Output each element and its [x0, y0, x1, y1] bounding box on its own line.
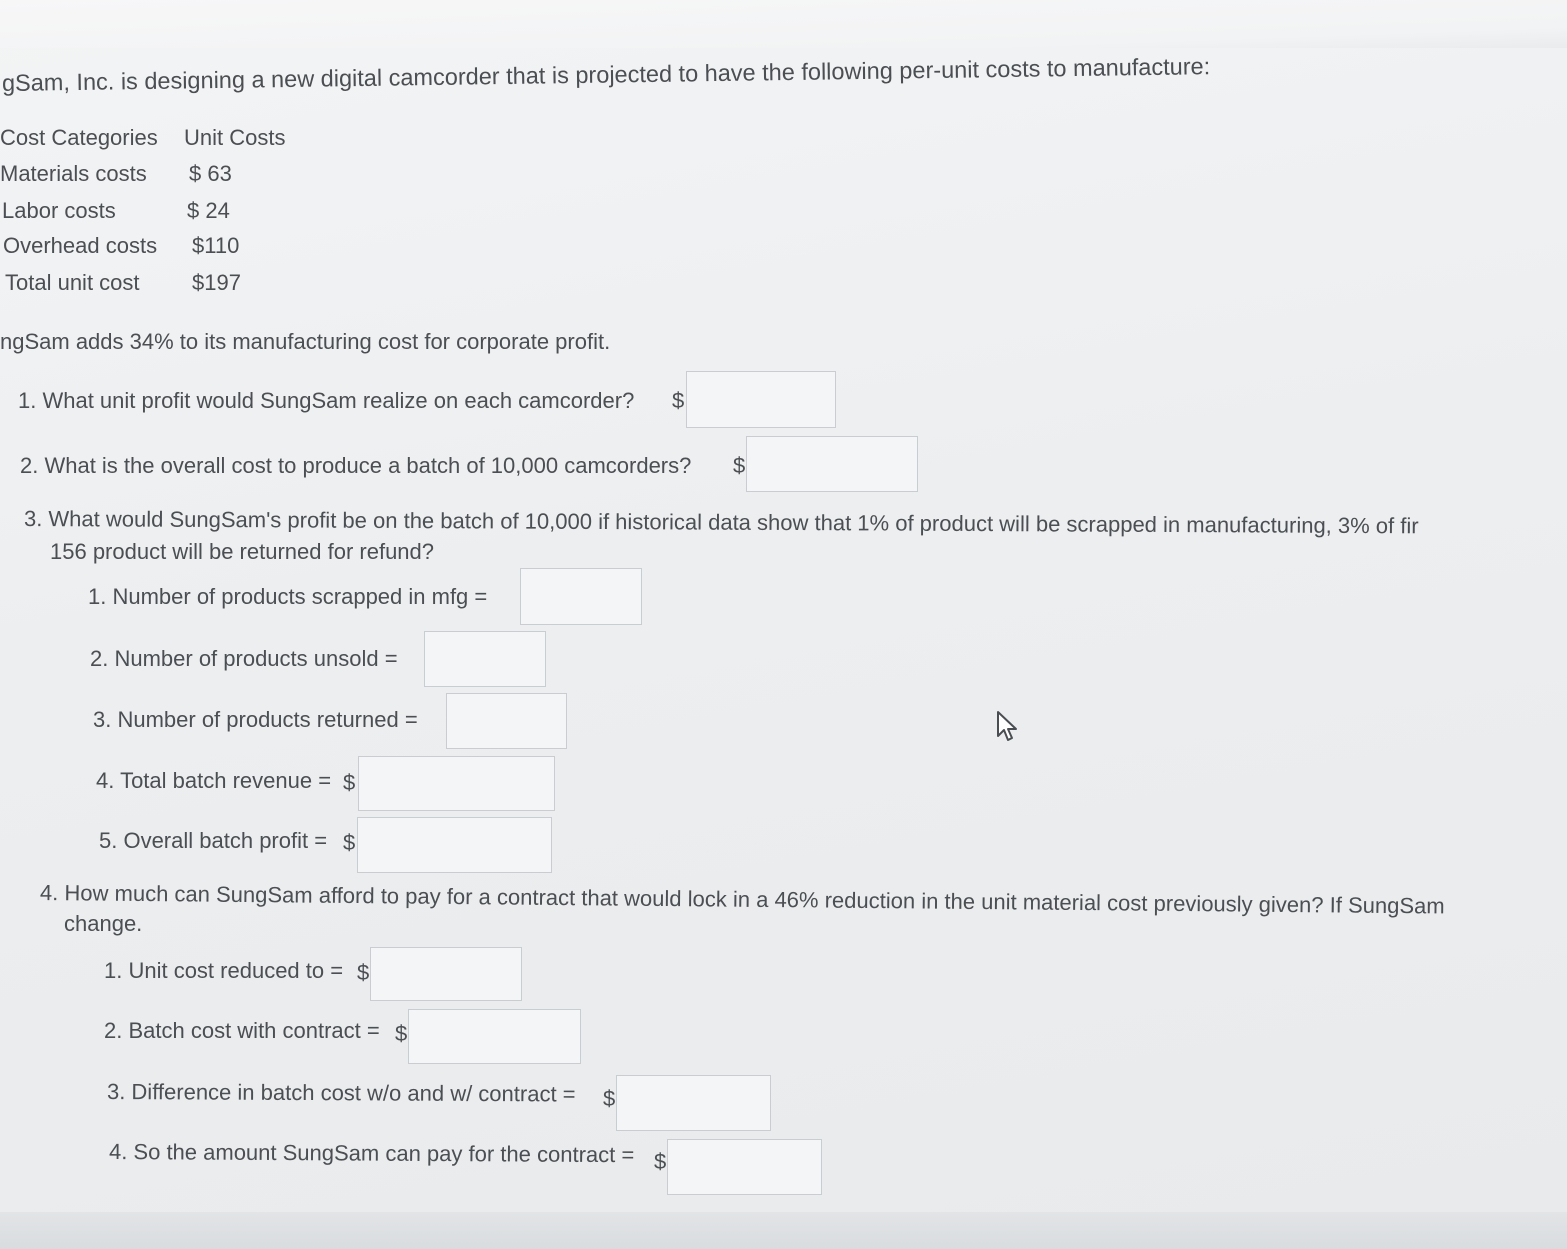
q3-item-4-label: 4. Total batch revenue =	[96, 768, 332, 793]
markup-statement: ngSam adds 34% to its manufacturing cost for corporate profit.	[0, 329, 611, 354]
cost-row-value: $110	[192, 233, 240, 258]
q3-item-2-label: 2. Number of products unsold =	[90, 646, 398, 671]
question-4-label-line1: 4. How much can SungSam afford to pay for a contract that would lock in a 46% reduction in the unit material cost previously given? If SungSam	[39, 880, 1445, 919]
cost-row-value: $ 63	[189, 161, 232, 186]
cost-row-category: Total unit cost	[5, 270, 140, 295]
q3-item-5-input[interactable]	[357, 817, 552, 873]
q3-item-2-input[interactable]	[424, 631, 546, 687]
q4-item-2-currency: $	[395, 1021, 408, 1046]
q3-item-1-label: 1. Number of products scrapped in mfg =	[88, 584, 488, 609]
q4-item-1-currency: $	[357, 960, 370, 985]
cost-row-category: Overhead costs	[3, 233, 158, 258]
question-4-label-line2: change.	[64, 911, 143, 936]
cost-row-value: $ 24	[187, 198, 230, 223]
question-1-label: 1. What unit profit would SungSam realize on each camcorder?	[18, 388, 635, 413]
q4-item-3-input[interactable]	[616, 1075, 771, 1131]
question-2-currency: $	[733, 453, 746, 478]
question-2-answer-input[interactable]	[746, 436, 918, 492]
q4-item-4-input[interactable]	[667, 1139, 822, 1195]
cost-row-value: $197	[192, 270, 241, 295]
q4-item-4-label: 4. So the amount SungSam can pay for the contract =	[108, 1139, 635, 1168]
top-margin	[0, 0, 1567, 48]
q3-item-5-currency: $	[343, 830, 356, 855]
q4-item-2-label: 2. Batch cost with contract =	[104, 1018, 380, 1043]
mouse-pointer-icon	[996, 710, 1022, 744]
question-3-label-line1: 3. What would SungSam's profit be on the batch of 10,000 if historical data show that 1% of product will be scrapped in manufacturing, 3% of fir	[23, 506, 1419, 539]
q4-item-1-label: 1. Unit cost reduced to =	[104, 958, 344, 983]
q4-item-2-input[interactable]	[408, 1009, 581, 1064]
q3-item-3-input[interactable]	[446, 693, 567, 749]
question-1-answer-input[interactable]	[686, 371, 836, 428]
q3-item-4-input[interactable]	[358, 756, 555, 811]
cost-row-category: Labor costs	[2, 198, 116, 223]
q3-item-4-currency: $	[343, 770, 356, 795]
q3-item-3-label: 3. Number of products returned =	[93, 707, 418, 732]
q3-item-5-label: 5. Overall batch profit =	[99, 828, 328, 853]
bottom-margin	[0, 1212, 1567, 1249]
question-3-label-line2: 156 product will be returned for refund?	[50, 539, 435, 564]
q3-item-1-input[interactable]	[520, 568, 642, 625]
q4-item-4-currency: $	[654, 1149, 667, 1174]
cost-table-header-category: Cost Categories	[0, 125, 158, 150]
question-1-currency: $	[672, 388, 685, 413]
cost-row-category: Materials costs	[0, 161, 147, 186]
q4-item-3-label: 3. Difference in batch cost w/o and w/ contract =	[106, 1079, 576, 1107]
problem-intro: gSam, Inc. is designing a new digital camcorder that is projected to have the following per-unit costs to manufacture:	[1, 53, 1211, 96]
cost-table-header-cost: Unit Costs	[184, 125, 286, 150]
q4-item-3-currency: $	[603, 1086, 616, 1111]
q4-item-1-input[interactable]	[370, 947, 522, 1001]
question-2-label: 2. What is the overall cost to produce a batch of 10,000 camcorders?	[20, 453, 692, 478]
